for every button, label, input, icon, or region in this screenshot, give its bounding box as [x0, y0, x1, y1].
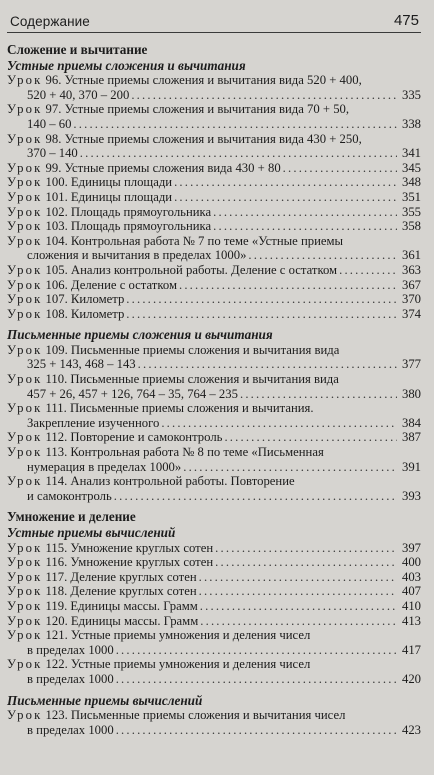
toc-entry-line	[7, 132, 421, 147]
lesson-word: Урок	[7, 306, 43, 321]
toc-entry-line	[7, 73, 421, 88]
entry-text	[7, 219, 211, 234]
entry-page-number: 403	[401, 569, 421, 584]
dot-leader	[199, 584, 397, 599]
toc-entry-line	[7, 343, 421, 358]
toc-entry	[7, 175, 421, 190]
entry-text	[7, 570, 197, 585]
lesson-word: Урок	[7, 584, 43, 599]
lesson-word: Урок	[7, 189, 43, 204]
entry-page-number: 338	[401, 116, 421, 131]
toc-entry-line	[7, 190, 421, 205]
entry-text: 370 – 140	[27, 146, 78, 161]
lesson-word: Урок	[7, 555, 43, 570]
dot-leader	[80, 146, 397, 161]
entry-page-number: 397	[401, 540, 421, 555]
lesson-word: Урок	[7, 708, 43, 723]
dot-leader	[161, 416, 397, 431]
lesson-title: 121. Устные приемы умножения и деления чисел	[45, 628, 311, 643]
toc-entry	[7, 278, 421, 293]
lesson-word: Урок	[7, 131, 43, 146]
toc-entry-line	[7, 234, 421, 249]
lesson-word: Урок	[7, 160, 43, 175]
entry-text	[7, 102, 349, 117]
entry-page-number: 393	[401, 488, 421, 503]
dot-leader	[183, 460, 397, 475]
toc-entry	[7, 474, 421, 503]
toc-entry-line	[7, 248, 421, 263]
lesson-title: 117. Деление круглых сотен	[45, 569, 197, 584]
toc-entry	[7, 628, 421, 657]
toc-entry-line	[7, 489, 421, 504]
toc-entry	[7, 263, 421, 278]
toc-entry-line	[7, 117, 421, 132]
lesson-word: Урок	[7, 277, 43, 292]
section-title: Сложение и вычитание	[7, 42, 148, 57]
dot-leader	[73, 117, 397, 132]
toc-entry-line	[7, 102, 421, 117]
toc-entry-line	[7, 445, 421, 460]
subsection-title: Письменные приемы вычислений	[7, 692, 203, 708]
toc-entry	[7, 430, 421, 445]
table-of-contents	[7, 33, 421, 737]
toc-entry	[7, 132, 421, 161]
running-title: Содержание	[10, 14, 90, 29]
lesson-title: 104. Контрольная работа № 7 по теме «Устные приемы	[45, 233, 344, 248]
toc-entry-line	[7, 430, 421, 445]
entry-page-number: 335	[401, 87, 421, 102]
lesson-title: 96. Устные приемы сложения и вычитания вида 520 + 400,	[45, 73, 362, 88]
entry-text	[7, 175, 172, 190]
entry-page-number: 391	[401, 459, 421, 474]
toc-entry-line	[7, 263, 421, 278]
entry-page-number: 413	[401, 613, 421, 628]
entry-text: сложения и вычитания в пределах 1000»	[27, 248, 247, 263]
toc-entry	[7, 234, 421, 263]
entry-page-number: 417	[401, 642, 421, 657]
toc-entry	[7, 372, 421, 401]
entry-text	[7, 292, 124, 307]
toc-entry	[7, 708, 421, 737]
page-number: 475	[393, 12, 419, 29]
toc-entry	[7, 161, 421, 176]
lesson-title: 98. Устные приемы сложения и вычитания вида 430 + 250,	[45, 131, 362, 146]
toc-entry-line	[7, 541, 421, 556]
entry-text	[7, 190, 172, 205]
dot-leader	[126, 292, 397, 307]
entry-text	[7, 401, 314, 416]
lesson-title: 123. Письменные приемы сложения и вычитания чисел	[45, 708, 346, 723]
toc-entry-line	[7, 628, 421, 643]
lesson-title: 110. Письменные приемы сложения и вычитания вида	[45, 372, 339, 387]
dot-leader	[213, 219, 397, 234]
lesson-word: Урок	[7, 540, 43, 555]
entry-text	[7, 628, 310, 643]
entry-page-number: 410	[401, 598, 421, 613]
dot-leader	[200, 614, 397, 629]
toc-entry	[7, 343, 421, 372]
entry-text	[7, 474, 295, 489]
entry-text: в пределах 1000	[27, 671, 114, 686]
toc-entry	[7, 205, 421, 220]
toc-entry-line	[7, 278, 421, 293]
lesson-word: Урок	[7, 262, 43, 277]
lesson-word: Урок	[7, 401, 43, 416]
entry-text	[7, 132, 362, 147]
toc-entry-line	[7, 555, 421, 570]
entry-page-number: 355	[401, 204, 421, 219]
lesson-word: Урок	[7, 175, 43, 190]
toc-entry-line	[7, 460, 421, 475]
entry-text	[7, 657, 310, 672]
entry-page-number: 345	[401, 160, 421, 175]
entry-text: 520 + 40, 370 – 200	[27, 87, 130, 102]
toc-entry-line	[7, 219, 421, 234]
lesson-title: 116. Умножение круглых сотен	[45, 555, 214, 570]
lesson-word: Урок	[7, 474, 43, 489]
toc-entry	[7, 219, 421, 234]
toc-entry-line	[7, 643, 421, 658]
lesson-title: 120. Единицы массы. Грамм	[45, 613, 199, 628]
entry-text	[7, 541, 213, 556]
entry-text	[7, 430, 222, 445]
toc-entry	[7, 614, 421, 629]
entry-text: нумерация в пределах 1000»	[27, 459, 182, 474]
toc-entry	[7, 541, 421, 556]
dot-leader	[174, 190, 397, 205]
entry-text: 140 – 60	[27, 116, 72, 131]
entry-text: в пределах 1000	[27, 642, 114, 657]
lesson-title: 106. Деление с остатком	[45, 277, 177, 292]
entry-text	[7, 372, 339, 387]
entry-text: Закрепление изученного	[27, 415, 160, 430]
section-title: Умножение и деление	[7, 509, 136, 525]
lesson-word: Урок	[7, 430, 43, 445]
toc-entry-line	[7, 401, 421, 416]
lesson-word: Урок	[7, 219, 43, 234]
toc-entry-line	[7, 146, 421, 161]
dot-leader	[114, 489, 397, 504]
lesson-word: Урок	[7, 628, 43, 643]
entry-page-number: 348	[401, 175, 421, 190]
toc-entry	[7, 570, 421, 585]
entry-page-number: 380	[401, 386, 421, 401]
lesson-word: Урок	[7, 342, 43, 357]
dot-leader	[339, 263, 397, 278]
entry-text	[7, 234, 343, 249]
dot-leader	[199, 570, 397, 585]
toc-entry-line	[7, 205, 421, 220]
entry-text	[7, 555, 213, 570]
toc-entry-line	[7, 570, 421, 585]
entry-page-number: 361	[401, 248, 421, 263]
dot-leader	[138, 357, 397, 372]
entry-page-number: 363	[401, 262, 421, 277]
lesson-title: 109. Письменные приемы сложения и вычитания вида	[45, 342, 340, 357]
dot-leader	[116, 723, 397, 738]
toc-entry-line	[7, 292, 421, 307]
lesson-title: 118. Деление круглых сотен	[45, 584, 197, 599]
lesson-word: Урок	[7, 102, 43, 117]
lesson-title: 115. Умножение круглых сотен	[45, 540, 214, 555]
lesson-word: Урок	[7, 613, 43, 628]
toc-entry-line	[7, 387, 421, 402]
lesson-title: 105. Анализ контрольной работы. Деление с остатком	[45, 262, 338, 277]
toc-entry-line	[7, 416, 421, 431]
entry-page-number: 400	[401, 555, 421, 570]
dot-leader	[248, 248, 397, 263]
subsection-title: Письменные приемы сложения и вычитания	[7, 327, 273, 343]
toc-entry-line	[7, 307, 421, 322]
lesson-title: 108. Километр	[45, 306, 125, 321]
toc-entry	[7, 599, 421, 614]
entry-page-number: 370	[401, 292, 421, 307]
lesson-title: 100. Единицы площади	[45, 175, 173, 190]
dot-leader	[116, 643, 397, 658]
lesson-word: Урок	[7, 569, 43, 584]
toc-entry	[7, 401, 421, 430]
dot-leader	[215, 541, 397, 556]
toc-entry-line	[7, 161, 421, 176]
toc-entry	[7, 307, 421, 322]
lesson-word: Урок	[7, 233, 43, 248]
toc-entry-line	[7, 657, 421, 672]
lesson-title: 119. Единицы массы. Грамм	[45, 598, 198, 613]
dot-leader	[283, 161, 397, 176]
toc-entry-line	[7, 357, 421, 372]
lesson-title: 111. Письменные приемы сложения и вычитания.	[45, 401, 314, 416]
entry-text: 457 + 26, 457 + 126, 764 – 35, 764 – 235	[27, 386, 238, 401]
entry-text	[7, 205, 211, 220]
entry-page-number: 420	[401, 671, 421, 686]
lesson-title: 113. Контрольная работа № 8 по теме «Письменная	[45, 445, 324, 460]
entry-text	[7, 307, 124, 322]
entry-page-number: 374	[401, 306, 421, 321]
dot-leader	[215, 555, 397, 570]
toc-entry	[7, 190, 421, 205]
subsection-title: Устные приемы вычислений	[7, 525, 176, 540]
lesson-title: 122. Устные приемы умножения и деления чисел	[45, 657, 311, 672]
entry-text	[7, 708, 345, 723]
dot-leader	[131, 88, 397, 103]
dot-leader	[213, 205, 397, 220]
entry-text	[7, 161, 281, 176]
lesson-title: 114. Анализ контрольной работы. Повторение	[45, 474, 295, 489]
dot-leader	[174, 175, 397, 190]
toc-entry	[7, 292, 421, 307]
toc-entry	[7, 657, 421, 686]
entry-text	[7, 445, 324, 460]
lesson-word: Урок	[7, 598, 43, 613]
entry-page-number: 387	[401, 430, 421, 445]
toc-entry	[7, 102, 421, 131]
toc-entry-line	[7, 614, 421, 629]
toc-entry	[7, 555, 421, 570]
entry-page-number: 423	[401, 722, 421, 737]
toc-entry-line	[7, 474, 421, 489]
lesson-word: Урок	[7, 204, 43, 219]
lesson-title: 97. Устные приемы сложения и вычитания вида 70 + 50,	[45, 102, 350, 117]
entry-page-number: 341	[401, 146, 421, 161]
entry-page-number: 384	[401, 415, 421, 430]
toc-entry	[7, 445, 421, 474]
dot-leader	[240, 387, 397, 402]
toc-entry-line	[7, 599, 421, 614]
toc-entry	[7, 73, 421, 102]
entry-page-number: 367	[401, 277, 421, 292]
entry-text	[7, 343, 339, 358]
lesson-word: Урок	[7, 292, 43, 307]
lesson-title: 99. Устные приемы сложения вида 430 + 80	[45, 160, 281, 175]
entry-page-number: 407	[401, 584, 421, 599]
entry-text	[7, 599, 198, 614]
page-header	[7, 0, 421, 33]
dot-leader	[126, 307, 397, 322]
lesson-word: Урок	[7, 445, 43, 460]
toc-entry-line	[7, 175, 421, 190]
lesson-title: 107. Километр	[45, 292, 125, 307]
dot-leader	[116, 672, 397, 687]
entry-text	[7, 584, 197, 599]
entry-text	[7, 73, 362, 88]
toc-entry-line	[7, 672, 421, 687]
toc-entry-line	[7, 708, 421, 723]
entry-text: в пределах 1000	[27, 722, 114, 737]
lesson-word: Урок	[7, 372, 43, 387]
entry-text	[7, 278, 177, 293]
lesson-title: 103. Площадь прямоугольника	[45, 219, 212, 234]
entry-page-number: 377	[401, 357, 421, 372]
dot-leader	[179, 278, 397, 293]
toc-entry	[7, 584, 421, 599]
lesson-word: Урок	[7, 73, 43, 88]
entry-page-number: 358	[401, 219, 421, 234]
entry-text: и самоконтроль	[27, 488, 112, 503]
entry-text	[7, 263, 337, 278]
dot-leader	[224, 430, 397, 445]
entry-text	[7, 614, 198, 629]
lesson-title: 101. Единицы площади	[45, 189, 173, 204]
entry-text: 325 + 143, 468 – 143	[27, 357, 136, 372]
toc-entry-line	[7, 723, 421, 738]
toc-entry-line	[7, 372, 421, 387]
toc-entry-line	[7, 88, 421, 103]
lesson-title: 102. Площадь прямоугольника	[45, 204, 212, 219]
toc-entry-line	[7, 584, 421, 599]
lesson-word: Урок	[7, 657, 43, 672]
lesson-title: 112. Повторение и самоконтроль	[45, 430, 223, 445]
entry-page-number: 351	[401, 189, 421, 204]
subsection-title: Устные приемы сложения и вычитания	[7, 57, 246, 73]
dot-leader	[200, 599, 397, 614]
